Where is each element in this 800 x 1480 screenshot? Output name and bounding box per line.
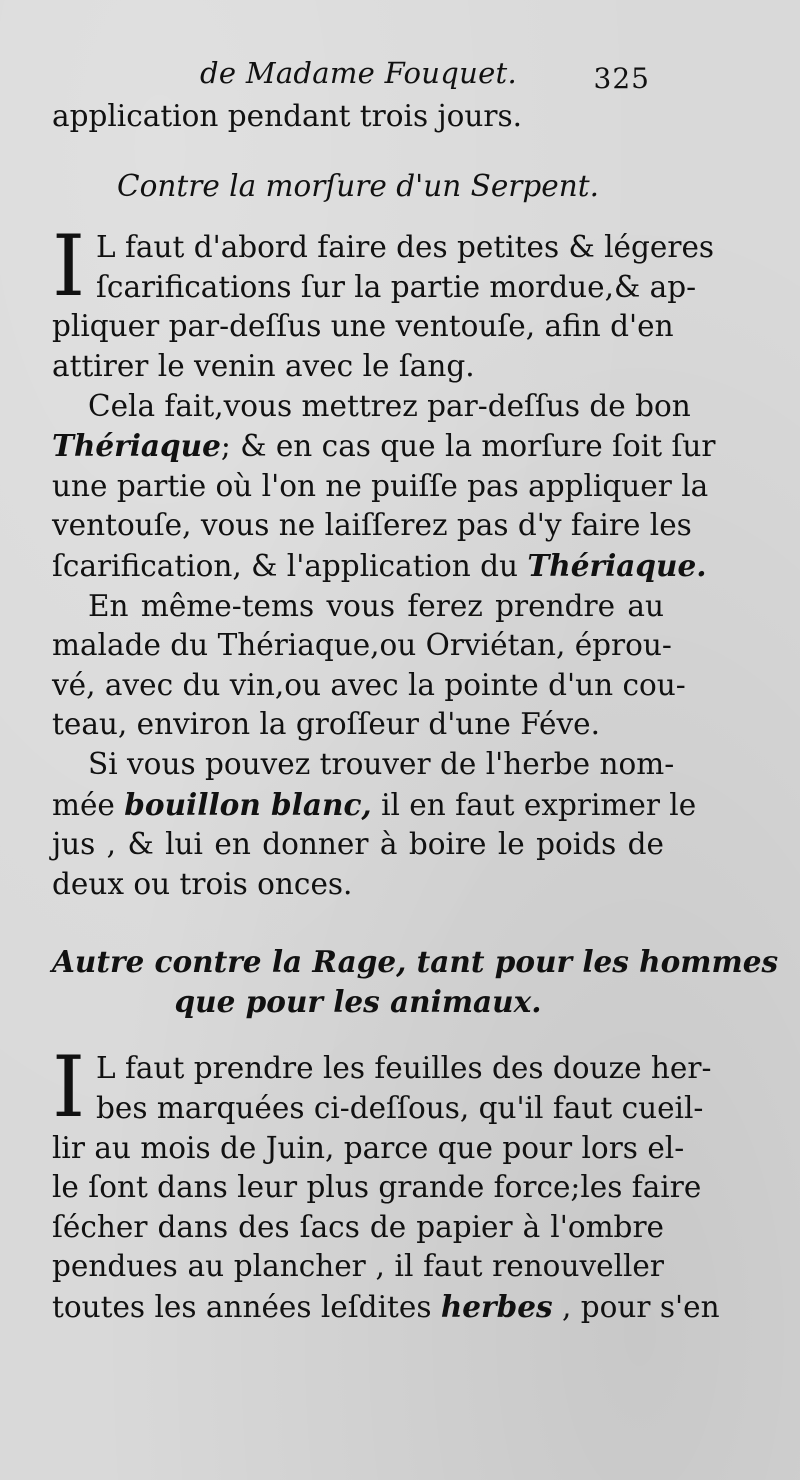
text-line: pendues au plancher , il faut renouveller bbox=[52, 1249, 664, 1284]
carryover-line: application pendant trois jours. bbox=[52, 99, 522, 133]
text-fragment: ; & en cas que la morſure ſoit ſur bbox=[220, 429, 716, 464]
paragraph-serpent-3 bbox=[52, 587, 686, 745]
page-number: 325 bbox=[593, 62, 650, 95]
text-line: bes marquées ci-deſſous, qu'il faut cueil- bbox=[96, 1091, 704, 1126]
italic-term: herbes bbox=[440, 1289, 553, 1325]
text-line: En même-tems vous ferez prendre au bbox=[88, 588, 664, 623]
text-line: Cela fait,vous mettrez par-deſſus de bon bbox=[88, 388, 691, 423]
text-fragment: ſcarification, & l'application du bbox=[52, 548, 528, 583]
text-line: le ſont dans leur plus grande force;les faire bbox=[52, 1170, 702, 1205]
text-line bbox=[52, 785, 697, 826]
text-line: ſcarifications ſur la partie mordue,& ap- bbox=[96, 269, 697, 304]
text-fragment: , pour s'en bbox=[552, 1290, 720, 1325]
text-line: lir au mois de Juin, parce que pour lors el- bbox=[52, 1130, 685, 1165]
text-line: ſécher dans des ſacs de papier à l'ombre bbox=[52, 1209, 664, 1244]
text-line bbox=[52, 546, 707, 587]
paragraph-rage-1 bbox=[52, 1038, 720, 1327]
text-line: ventouſe, vous ne laiſſerez pas d'y faire les bbox=[52, 508, 692, 543]
text-line: deux ou trois onces. bbox=[52, 866, 353, 901]
paragraph-serpent-2 bbox=[52, 387, 716, 587]
drop-cap: I bbox=[52, 217, 86, 316]
section-heading-rage-line2: que pour les animaux. bbox=[174, 983, 542, 1019]
text-fragment: mée bbox=[52, 787, 125, 822]
text-line: malade du Thériaque,ou Orviétan, éprou- bbox=[52, 628, 672, 663]
text-fragment: toutes les années leſdites bbox=[52, 1290, 441, 1325]
text-line: vé, avec du vin,ou avec la pointe d'un cou- bbox=[52, 667, 686, 702]
drop-cap: I bbox=[52, 1038, 86, 1137]
text-line: L faut prendre les feuilles des douze her- bbox=[96, 1051, 712, 1086]
body-text bbox=[52, 97, 779, 1328]
italic-term: Thériaque bbox=[52, 428, 221, 464]
running-head: de Madame Fouquet. bbox=[200, 56, 518, 90]
text-line bbox=[52, 1287, 720, 1328]
paragraph-serpent-1 bbox=[52, 217, 715, 386]
text-line: Si vous pouvez trouver de l'herbe nom- bbox=[88, 746, 675, 781]
section-heading-serpent: Contre la morſure d'un Serpent. bbox=[117, 168, 599, 203]
text-line: pliquer par-deſſus une ventouſe, afin d'en bbox=[52, 309, 674, 344]
text-fragment: il en faut exprimer le bbox=[371, 787, 697, 822]
text-line: L faut d'abord faire des petites & légeres bbox=[96, 230, 715, 265]
text-line bbox=[52, 426, 716, 467]
page-header bbox=[200, 56, 650, 100]
italic-term: Thériaque. bbox=[527, 547, 707, 583]
section-heading-rage-line1: Autre contre la Rage, tant pour les hommes bbox=[52, 944, 779, 980]
italic-term: bouillon blanc, bbox=[124, 786, 372, 822]
paragraph-serpent-4 bbox=[52, 745, 697, 904]
text-line: une partie où l'on ne puiſſe pas appliquer la bbox=[52, 468, 709, 503]
text-line: jus , & lui en donner à boire le poids de bbox=[52, 827, 664, 862]
text-line: teau, environ la groſſeur d'une Féve. bbox=[52, 707, 601, 742]
text-line: attirer le venin avec le ſang. bbox=[52, 348, 475, 383]
